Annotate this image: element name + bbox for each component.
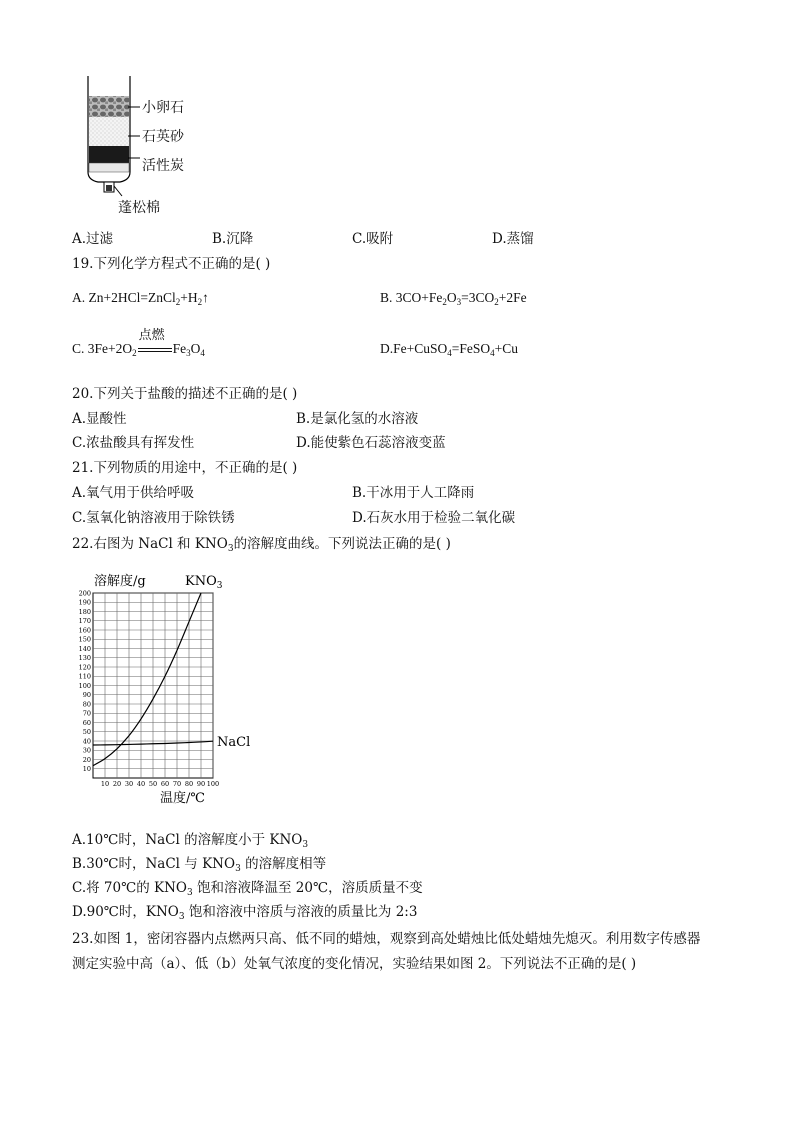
q19-stem: 19.下列化学方程式不正确的是( ) — [72, 256, 271, 272]
y-tick-label: 90 — [82, 691, 91, 700]
cotton-layer — [89, 163, 129, 172]
series-line-kno3 — [93, 593, 201, 766]
q21-option-c: C.氢氧化钠溶液用于除铁锈 — [72, 510, 235, 526]
label-cotton: 蓬松棉 — [118, 200, 160, 216]
x-tick-label: 20 — [112, 780, 122, 788]
series-label-kno3: $KNO_3$ — [185, 574, 223, 591]
y-tick-label: 180 — [78, 607, 91, 616]
q22-stem: 22.右图为 NaCl 和 $KNO_3$的溶解度曲线。下列说法正确的是( ) — [72, 536, 451, 554]
y-tick-label: 30 — [82, 746, 91, 755]
x-tick-label: 90 — [196, 780, 206, 788]
q21-stem: 21.下列物质的用途中，不正确的是( ) — [72, 460, 298, 476]
y-tick-label: 70 — [82, 709, 91, 718]
x-tick-label: 70 — [172, 780, 182, 788]
x-tick-label: 40 — [136, 780, 146, 788]
q22-stem-post: 的溶解度曲线。下列说法正确的是( ) — [233, 536, 451, 552]
q22-option-d: D.90℃时，$KNO_3$ 饱和溶液中溶质与溶液的质量比为 2:3 — [72, 904, 418, 922]
q22-stem-pre: 22.右图为 NaCl 和 KNO — [72, 536, 228, 552]
q18-option-b: B.沉降 — [212, 231, 254, 247]
x-tick-label: 10 — [100, 780, 110, 788]
tube-bottom — [88, 172, 130, 182]
x-tick-label: 60 — [160, 780, 170, 788]
y-tick-label: 120 — [78, 663, 91, 672]
water-filter-figure — [84, 76, 224, 222]
q21-option-b: B.干冰用于人工降雨 — [352, 485, 475, 501]
x-tick-label: 80 — [184, 780, 194, 788]
q19-option-a: A. $Zn+2HCl=ZnCl_2+H_2↑$ — [72, 290, 209, 307]
y-tick-label: 160 — [78, 626, 91, 635]
q21-option-a: A.氧气用于供给呼吸 — [72, 485, 195, 501]
y-tick-label: 100 — [78, 681, 91, 690]
q18-option-a: A.过滤 — [72, 231, 114, 247]
q19-option-b: B. $3CO+Fe_2O_3=3CO_2+2Fe$ — [380, 290, 527, 307]
y-tick-label: 50 — [82, 728, 91, 737]
y-tick-label: 20 — [82, 755, 91, 764]
q19-option-c: C. $3Fe+2O_2$ 点燃 $Fe_3O_4$ — [72, 327, 205, 358]
chart-xlabel: 温度/℃ — [160, 791, 205, 806]
carbon-layer — [89, 146, 129, 163]
q20-option-c: C.浓盐酸具有挥发性 — [72, 435, 195, 451]
y-tick-label: 200 — [78, 589, 91, 598]
y-tick-label: 80 — [82, 700, 91, 709]
label-sand: 石英砂 — [142, 129, 184, 145]
nozzle-core — [106, 185, 112, 191]
y-tick-label: 140 — [78, 644, 91, 653]
y-tick-label: 190 — [78, 598, 91, 607]
x-tick-label: 50 — [148, 780, 158, 788]
y-tick-label: 150 — [78, 635, 91, 644]
sand-layer — [89, 117, 129, 146]
chart-ylabel: 溶解度/g — [94, 574, 146, 589]
q20-option-b: B.是氯化氢的水溶液 — [296, 411, 419, 427]
q20-option-d: D.能使紫色石蕊溶液变蓝 — [296, 435, 446, 451]
q22-option-a: A.10℃时，NaCl 的溶解度小于 $KNO_3$ — [72, 832, 309, 850]
y-tick-label: 130 — [78, 654, 91, 663]
y-tick-label: 60 — [82, 718, 91, 727]
q20-option-a: A.显酸性 — [72, 411, 127, 427]
label-pebble: 小卵石 — [142, 100, 184, 116]
x-tick-label: 100 — [206, 780, 220, 788]
series-label-nacl: NaCl — [217, 735, 251, 751]
y-tick-label: 10 — [82, 765, 91, 774]
q23-stem-line2: 测定实验中高（a）、低（b）处氧气浓度的变化情况，实验结果如图 2。下列说法不正确的是( ) — [72, 956, 637, 972]
chart-grid — [93, 593, 213, 778]
q18-option-d: D.蒸馏 — [492, 231, 534, 247]
y-tick-label: 110 — [78, 672, 91, 681]
q18-option-c: C.吸附 — [352, 231, 394, 247]
q19-option-d: D.Fe+CuSO$_4$=FeSO$_4$+Cu — [380, 341, 518, 358]
q22-option-b: B.30℃时，NaCl 与 $KNO_3$ 的溶解度相等 — [72, 856, 327, 874]
pebble-layer — [89, 96, 129, 117]
chart-ticks — [79, 589, 220, 788]
label-carbon: 活性炭 — [142, 158, 184, 174]
y-tick-label: 40 — [82, 737, 91, 746]
q21-option-d: D.石灰水用于检验二氧化碳 — [352, 510, 516, 526]
reaction-condition — [138, 327, 172, 357]
leader-cotton — [114, 186, 122, 196]
q23-stem-line1: 23.如图 1，密闭容器内点燃两只高、低不同的蜡烛，观察到高处蜡烛比低处蜡烛先熄灭。利用数字传感器 — [72, 931, 701, 947]
solubility-chart — [56, 566, 266, 808]
q22-option-c: C.将 70℃的 $KNO_3$ 饱和溶液降温至 20℃，溶质质量不变 — [72, 880, 423, 898]
q20-stem: 20.下列关于盐酸的描述不正确的是( ) — [72, 386, 298, 402]
y-tick-label: 170 — [78, 617, 91, 626]
condition-label: 点燃 — [138, 327, 165, 343]
x-tick-label: 30 — [124, 780, 134, 788]
chart-series — [93, 574, 250, 766]
